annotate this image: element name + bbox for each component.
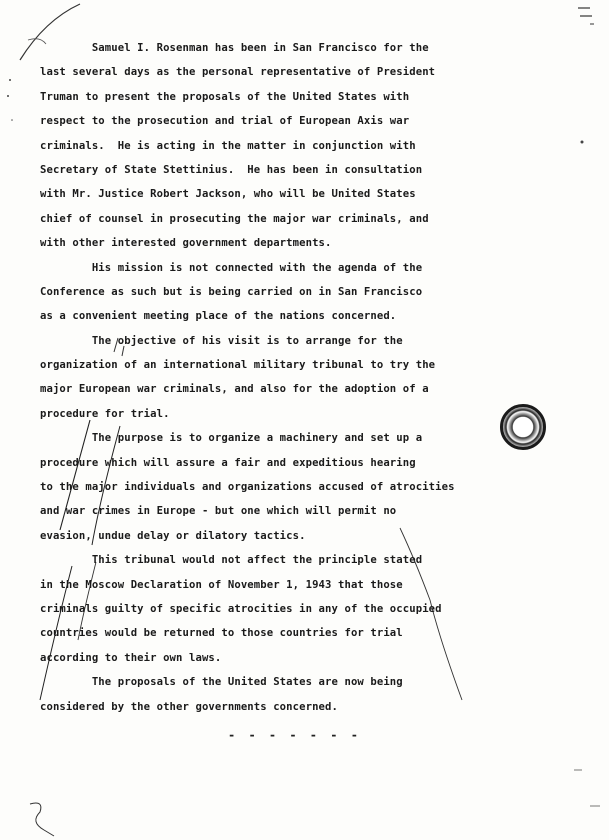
text-line: with Mr. Justice Robert Jackson, who will be United States bbox=[40, 188, 416, 201]
text-line: procedure for trial. bbox=[40, 407, 170, 420]
text-line: considered by the other governments concerned. bbox=[40, 700, 338, 713]
text-line: criminals guilty of specific atrocities in any of the occupied bbox=[40, 602, 442, 615]
text-line: Secretary of State Stettinius. He has been in consultation bbox=[40, 163, 423, 176]
paragraph-2 bbox=[40, 256, 580, 329]
text-line: with other interested government departments. bbox=[40, 237, 332, 250]
text-line: in the Moscow Declaration of November 1, 1943 that those bbox=[40, 578, 403, 591]
text-line: Samuel I. Rosenman has been in San Francisco for the bbox=[40, 42, 429, 54]
text-line: countries would be returned to those countries for trial bbox=[40, 627, 403, 640]
text-line: His mission is not connected with the agenda of the bbox=[40, 261, 423, 274]
text-line: respect to the prosecution and trial of European Axis war bbox=[40, 115, 410, 128]
text-line: The objective of his visit is to arrange for the bbox=[40, 334, 403, 347]
text-line: criminals. He is acting in the matter in conjunction with bbox=[40, 139, 416, 152]
text-line: This tribunal would not affect the principle stated bbox=[40, 554, 423, 567]
text-line: last several days as the personal representative of President bbox=[40, 66, 436, 79]
text-line: major European war criminals, and also for the adoption of a bbox=[40, 383, 429, 396]
text-line: The proposals of the United States are now being bbox=[40, 676, 403, 689]
text-line: according to their own laws. bbox=[40, 651, 222, 664]
paragraph-3 bbox=[40, 329, 580, 427]
memo-body bbox=[40, 36, 580, 719]
closing-separator: - - - - - - - bbox=[228, 728, 361, 742]
text-line: organization of an international military tribunal to try the bbox=[40, 359, 436, 372]
text-line: chief of counsel in prosecuting the major war criminals, and bbox=[40, 212, 429, 225]
text-line: as a convenient meeting place of the nations concerned. bbox=[40, 310, 397, 323]
text-line: evasion, undue delay or dilatory tactics. bbox=[40, 529, 306, 542]
text-line: procedure which will assure a fair and expeditious hearing bbox=[40, 456, 416, 469]
paragraph-5 bbox=[40, 548, 580, 670]
text-line: Truman to present the proposals of the United States with bbox=[40, 90, 410, 103]
text-line: and war crimes in Europe - but one which will permit no bbox=[40, 505, 397, 518]
paragraph-6 bbox=[40, 670, 580, 719]
text-line: The purpose is to organize a machinery and set up a bbox=[40, 432, 423, 445]
text-line: Conference as such but is being carried on in San Francisco bbox=[40, 285, 423, 298]
paragraph-1 bbox=[40, 36, 580, 256]
text-line: to the major individuals and organizations accused of atrocities bbox=[40, 481, 455, 494]
paragraph-4 bbox=[40, 426, 580, 548]
